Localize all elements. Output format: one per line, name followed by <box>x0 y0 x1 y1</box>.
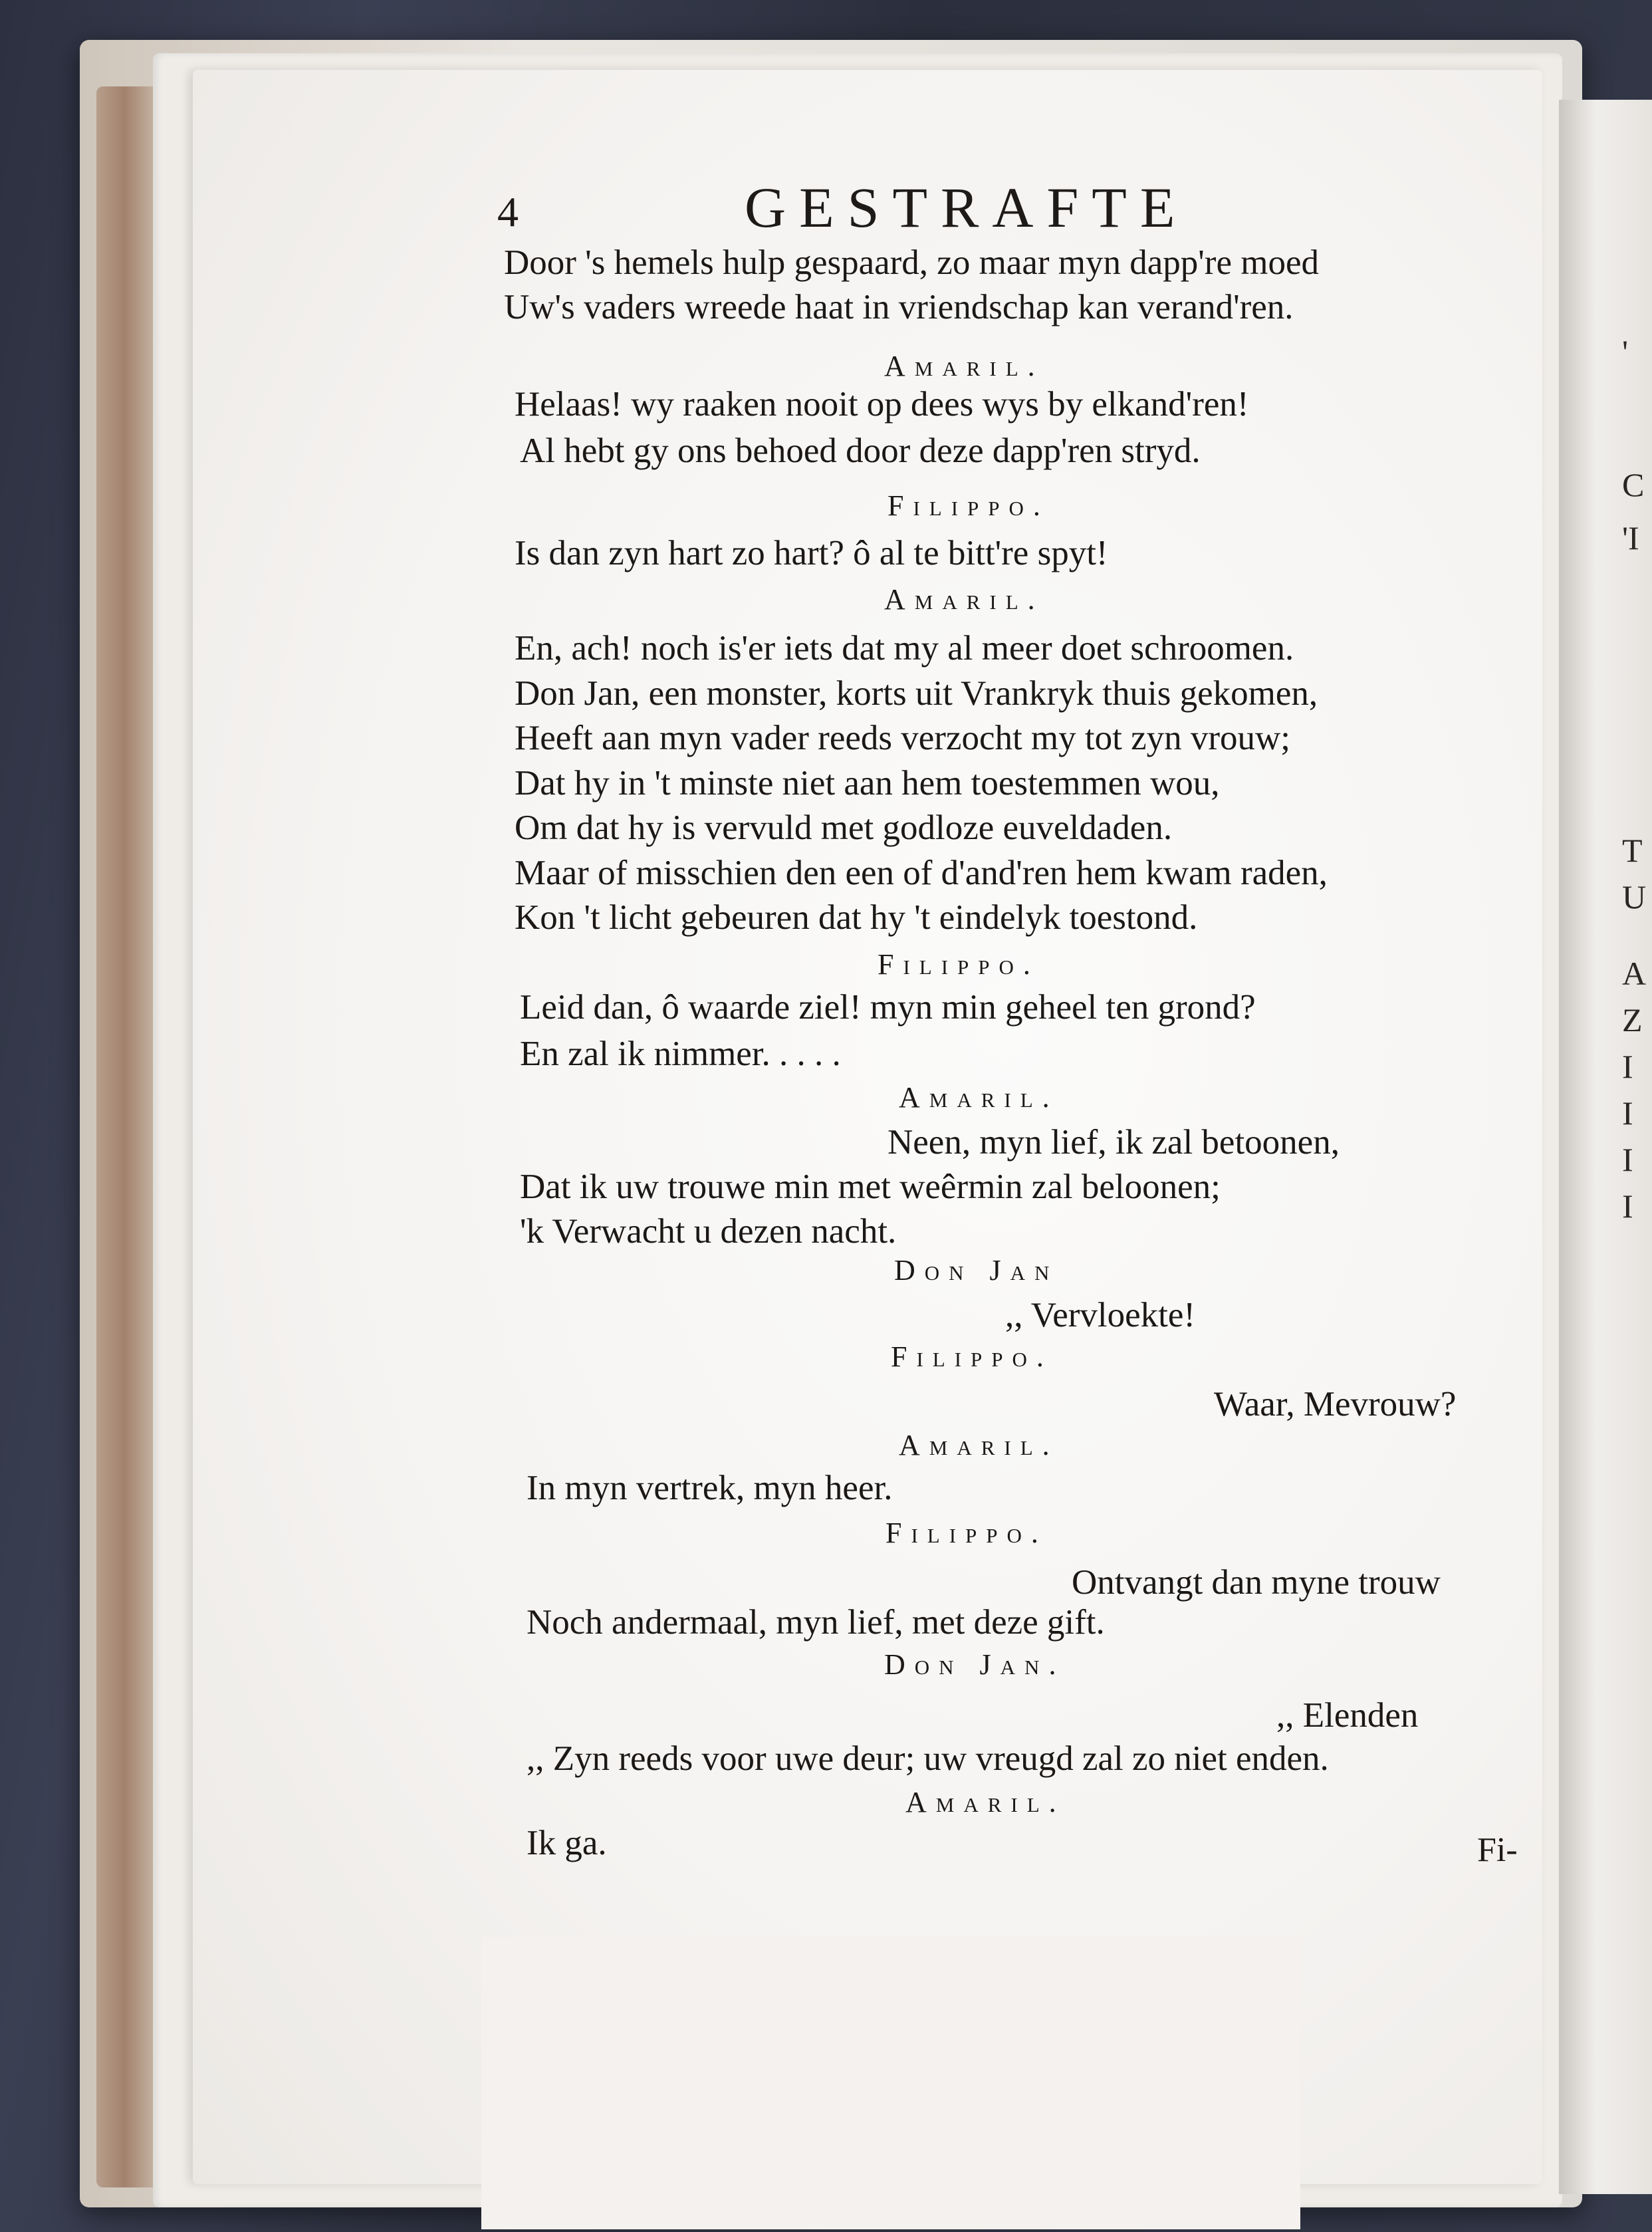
verse-line: Leid dan, ô waarde ziel! myn min geheel ten grond? <box>520 988 1256 1027</box>
verse-line: Dat hy in 't minste niet aan hem toestemmen wou, <box>515 764 1220 803</box>
verse-line: Al hebt gy ons behoed door deze dapp'ren stryd. <box>520 432 1201 470</box>
verse-line: Kon 't licht gebeuren dat hy 't eindelyk toestond. <box>515 898 1198 937</box>
verse-line: ,, Vervloekte! <box>1005 1296 1196 1334</box>
verse-line: Helaas! wy raaken nooit op dees wys by elkand'ren! <box>515 385 1249 424</box>
verse-line: En, ach! noch is'er iets dat my al meer doet schroomen. <box>515 629 1294 668</box>
verse-line: In myn vertrek, myn heer. <box>527 1469 893 1507</box>
facing-page-glyph: T <box>1622 832 1643 869</box>
verse-line: Maar of misschien den een of d'and'ren hem kwam raden, <box>515 854 1328 892</box>
verse-line: 'k Verwacht u dezen nacht. <box>520 1212 897 1251</box>
facing-page-edge <box>1559 100 1652 2194</box>
verse-line: Ik ga. <box>527 1824 607 1862</box>
speaker-label: Filippo. <box>887 489 1050 522</box>
facing-page-glyph: I <box>1622 1187 1633 1225</box>
speaker-label: Don Jan. <box>884 1648 1066 1681</box>
verse-line: Ontvangt dan myne trouw <box>1072 1563 1441 1602</box>
verse-line: En zal ik nimmer. . . . . <box>520 1035 841 1073</box>
verse-line: Is dan zyn hart zo hart? ô al te bitt're spyt! <box>515 534 1108 572</box>
verse-line: Neen, myn lief, ik zal betoonen, <box>887 1123 1340 1162</box>
redaction-box <box>481 1937 1300 2229</box>
page-number: 4 <box>497 188 519 235</box>
facing-page-glyph: A <box>1622 955 1647 992</box>
facing-page-glyph: I <box>1622 1094 1633 1132</box>
speaker-label: Amaril. <box>899 1429 1059 1461</box>
verse-line: Door 's hemels hulp gespaard, zo maar myn dapp're moed <box>504 243 1319 282</box>
speaker-label: Filippo. <box>885 1517 1048 1549</box>
verse-line: ,, Zyn reeds voor uwe deur; uw vreugd zal zo niet enden. <box>527 1739 1329 1778</box>
speaker-label: Amaril. <box>905 1786 1066 1818</box>
verse-line: Waar, Mevrouw? <box>1214 1385 1457 1424</box>
facing-page-glyph: C <box>1622 466 1645 503</box>
verse-line: Don Jan, een monster, korts uit Vrankryk thuis gekomen, <box>515 674 1318 713</box>
facing-page-glyph: ' <box>1622 333 1629 370</box>
facing-page-glyph: Z <box>1622 1001 1643 1039</box>
verse-line: Noch andermaal, myn lief, met deze gift. <box>527 1603 1105 1642</box>
facing-page-glyph: I <box>1622 1141 1633 1178</box>
speaker-label: Amaril. <box>884 583 1044 616</box>
speaker-label: Filippo. <box>878 948 1040 981</box>
speaker-label: Amaril. <box>884 350 1044 382</box>
verse-line: Dat ik uw trouwe min met weêrmin zal beloonen; <box>520 1168 1221 1206</box>
verse-line: Uw's vaders wreede haat in vriendschap kan verand'ren. <box>504 288 1294 326</box>
speaker-label: Filippo. <box>891 1340 1053 1373</box>
verse-line: ,, Elenden <box>1276 1696 1419 1735</box>
speaker-label: Amaril. <box>899 1081 1059 1114</box>
facing-page-glyph: U <box>1622 878 1647 916</box>
catchword: Fi- <box>1477 1831 1518 1869</box>
verse-line: Heeft aan myn vader reeds verzocht my tot zyn vrouw; <box>515 719 1291 757</box>
facing-page-glyph: 'I <box>1622 519 1639 557</box>
running-title: GESTRAFTE <box>745 176 1189 239</box>
facing-page-glyph: I <box>1622 1048 1633 1085</box>
speaker-label: Don Jan <box>894 1254 1059 1287</box>
verse-line: Om dat hy is vervuld met godloze euveldaden. <box>515 808 1173 847</box>
